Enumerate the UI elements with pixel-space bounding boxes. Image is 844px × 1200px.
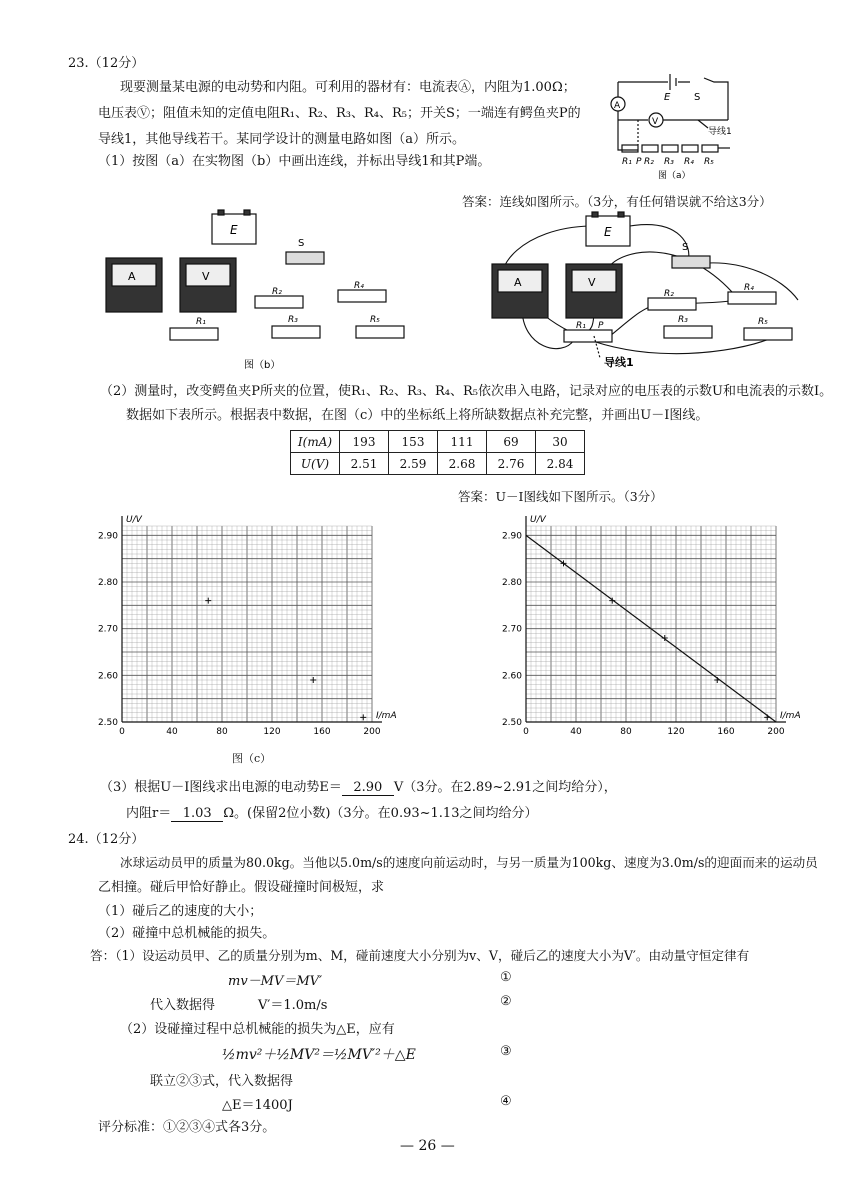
x-axis-label: I/mA xyxy=(780,711,801,721)
fig-b-ans-r4-label: R₄ xyxy=(744,283,754,293)
q24-eq4: △E＝1400J xyxy=(222,1098,293,1113)
q24-number: 24.（12分） xyxy=(68,832,145,847)
table-cell: 2.51 xyxy=(340,453,389,475)
y-tick-label: 2.90 xyxy=(501,531,522,542)
q24-eq2: V′＝1.0m/s xyxy=(258,998,328,1013)
q23-number: 23.（12分） xyxy=(68,56,145,71)
y-tick-label: 2.80 xyxy=(501,578,522,588)
fig-b-ans-r1-label: R₁ xyxy=(576,321,586,331)
q23-part1: （1）按图（a）在实物图（b）中画出连线，并标出导线1和其P端。 xyxy=(98,154,491,169)
fig-b-battery-label: E xyxy=(230,223,238,237)
q23-answer1: 答案：连线如图所示。（3分，有任何错误就不给这3分） xyxy=(462,194,772,209)
q24-answer-head: 答：（1）设运动员甲、乙的质量分别为m、M，碰前速度大小分别为v、V，碰后乙的速度大小为V′。由动量守恒定律有 xyxy=(90,948,750,963)
fig-a-label-p: P xyxy=(636,157,642,167)
x-tick-label: 0 xyxy=(119,727,125,737)
fig-b-ans-r3-label: R₃ xyxy=(678,315,688,325)
y-tick-label: 2.70 xyxy=(97,624,118,635)
q24-question2: （2）碰撞中总机械能的损失。 xyxy=(98,926,276,941)
x-tick-label: 80 xyxy=(620,727,632,737)
fig-b-r2-label: R₂ xyxy=(272,287,282,297)
fig-a-voltmeter-label: V xyxy=(652,117,659,127)
fig-b-r1-label: R₁ xyxy=(196,317,206,327)
x-tick-label: 40 xyxy=(570,727,582,737)
eq-mark-3: ③ xyxy=(500,1044,512,1059)
q23-part2-line2: 数据如下表所示。根据表中数据，在图（c）中的坐标纸上将所缺数据点补充完整，并画出U－I图线。 xyxy=(126,408,709,423)
fig-b-ans-battery-label: E xyxy=(604,225,612,239)
fig-b-r3-label: R₃ xyxy=(288,315,298,325)
data-point xyxy=(360,714,366,720)
table-header-voltage: U(V) xyxy=(291,453,340,475)
eq-mark-2: ② xyxy=(500,994,512,1009)
internal-resistance-answer: 1.03 xyxy=(171,806,223,822)
fig-b-ans-switch-label: S xyxy=(682,242,689,253)
fig-a-wire-label: 导线1 xyxy=(708,127,732,137)
eq-mark-4: ④ xyxy=(500,1094,512,1109)
fig-a-caption: 图（a） xyxy=(658,171,691,181)
fig-a-label-r3: R₃ xyxy=(664,157,674,167)
fig-a-label-r5: R₅ xyxy=(704,157,714,167)
table-cell: 2.84 xyxy=(536,453,585,475)
fig-b-caption: 图（b） xyxy=(244,360,281,371)
table-row xyxy=(291,453,585,475)
table-cell: 2.59 xyxy=(389,453,438,475)
part3b-suffix: Ω。(保留2位小数)（3分。在0.93~1.13之间均给分） xyxy=(223,806,538,821)
fig-a-label-r1: R₁ xyxy=(622,157,632,167)
fig-a-switch-label: S xyxy=(694,92,701,103)
q24-eq3: ½mv²＋½MV²＝½MV′²＋△E xyxy=(222,1047,416,1063)
x-tick-label: 40 xyxy=(166,727,178,737)
fig-b-ans-r5-label: R₅ xyxy=(758,317,768,327)
y-tick-label: 2.60 xyxy=(97,671,118,682)
table-header-current: I(mA) xyxy=(291,431,340,453)
fig-b-r5-label: R₅ xyxy=(370,315,380,325)
q24-sub1-label: 代入数据得 xyxy=(150,998,216,1013)
y-tick-label: 2.50 xyxy=(97,718,118,728)
figure-c-caption: 图（c） xyxy=(232,752,272,765)
fig-b-switch-label: S xyxy=(298,238,305,249)
y-tick-label: 2.80 xyxy=(97,578,118,588)
x-tick-label: 160 xyxy=(313,727,331,737)
data-point xyxy=(205,598,211,604)
q24-answer2-head: （2）设碰撞过程中总机械能的损失为△E，应有 xyxy=(120,1022,395,1037)
figure-c-answer-graph xyxy=(492,506,801,746)
part3-prefix: （3）根据U－I图线求出电源的电动势E＝ xyxy=(100,780,342,795)
y-axis-label: U/V xyxy=(126,515,142,525)
fig-b-voltmeter-label: V xyxy=(202,270,210,283)
q23-part2-line1: （2）测量时，改变鳄鱼夹P所夹的位置，使R₁、R₂、R₃、R₄、R₅依次串入电路，记录对应的电压表的示数U和电流表的示数I。 xyxy=(100,384,833,399)
fig-a-label-r4: R₄ xyxy=(684,157,694,167)
q23-part3-line2 xyxy=(126,802,537,822)
emf-answer: 2.90 xyxy=(342,780,394,796)
figure-b-apparatus xyxy=(100,208,420,374)
fig-b-r4-label: R₄ xyxy=(354,281,364,291)
figure-c-blank-graph xyxy=(88,506,397,746)
figure-a-circuit xyxy=(598,52,748,182)
part3b-prefix: 内阻r＝ xyxy=(126,806,172,821)
data-point xyxy=(714,677,720,683)
fig-a-emf-label: E xyxy=(664,92,671,103)
y-tick-label: 2.70 xyxy=(501,624,522,635)
table-cell: 111 xyxy=(438,431,487,453)
eq-mark-1: ① xyxy=(500,970,512,985)
table-cell: 153 xyxy=(389,431,438,453)
fig-b-ans-ammeter-label: A xyxy=(514,276,522,289)
q23-intro-line1: 现要测量某电源的电动势和内阻。可利用的器材有：电流表Ⓐ，内阻为1.00Ω； xyxy=(120,80,576,95)
fig-b-ans-r2-label: R₂ xyxy=(664,289,674,299)
table-cell: 2.68 xyxy=(438,453,487,475)
data-point xyxy=(764,714,770,720)
table-cell: 69 xyxy=(487,431,536,453)
y-tick-label: 2.60 xyxy=(501,671,522,682)
y-tick-label: 2.90 xyxy=(97,531,118,542)
fig-b-ammeter-label: A xyxy=(128,270,136,283)
x-tick-label: 200 xyxy=(767,727,785,737)
page-number: — 26 — xyxy=(400,1138,455,1154)
q23-answer2: 答案：U－I图线如下图所示。（3分） xyxy=(458,489,663,504)
table-cell: 2.76 xyxy=(487,453,536,475)
table-cell: 30 xyxy=(536,431,585,453)
q24-sub2-label: 联立②③式，代入数据得 xyxy=(150,1074,294,1089)
data-point xyxy=(310,677,316,683)
q24-scoring: 评分标准：①②③④式各3分。 xyxy=(98,1120,276,1135)
x-axis-label: I/mA xyxy=(376,711,397,721)
x-tick-label: 0 xyxy=(523,727,529,737)
x-tick-label: 120 xyxy=(667,727,685,737)
q23-part3-line1 xyxy=(100,776,617,796)
q24-text-line1: 冰球运动员甲的质量为80.0kg。当他以5.0m/s的速度向前运动时，与另一质量为100kg、速度为3.0m/s的迎面而来的运动员 xyxy=(120,855,818,870)
x-tick-label: 160 xyxy=(717,727,735,737)
q24-text-line2: 乙相撞。碰后甲恰好静止。假设碰撞时间极短，求 xyxy=(98,880,385,895)
part3-mid: V（3分。在2.89~2.91之间均给分）， xyxy=(393,780,617,795)
fig-b-ans-p-label: P xyxy=(598,321,604,331)
q23-intro-line2: 电压表Ⓥ；阻值未知的定值电阻R₁、R₂、R₃、R₄、R₅；开关S；一端连有鳄鱼夹P的 xyxy=(98,106,581,121)
fig-a-label-r2: R₂ xyxy=(644,157,654,167)
table-row xyxy=(291,431,585,453)
x-tick-label: 120 xyxy=(263,727,281,737)
q24-eq1: mv－MV＝MV′ xyxy=(228,974,323,989)
data-table xyxy=(290,430,585,475)
y-axis-label: U/V xyxy=(530,515,546,525)
x-tick-label: 80 xyxy=(216,727,228,737)
x-tick-label: 200 xyxy=(363,727,381,737)
q24-question1: （1）碰后乙的速度的大小； xyxy=(98,904,263,919)
q23-intro-line3: 导线1，其他导线若干。某同学设计的测量电路如图（a）所示。 xyxy=(98,132,466,147)
y-tick-label: 2.50 xyxy=(501,718,522,728)
fig-a-ammeter-label: A xyxy=(614,101,621,111)
fig-b-ans-voltmeter-label: V xyxy=(588,276,596,289)
figure-b-answer-wiring xyxy=(482,208,822,378)
table-cell: 193 xyxy=(340,431,389,453)
fig-b-ans-wire-label: 导线1 xyxy=(604,356,634,369)
